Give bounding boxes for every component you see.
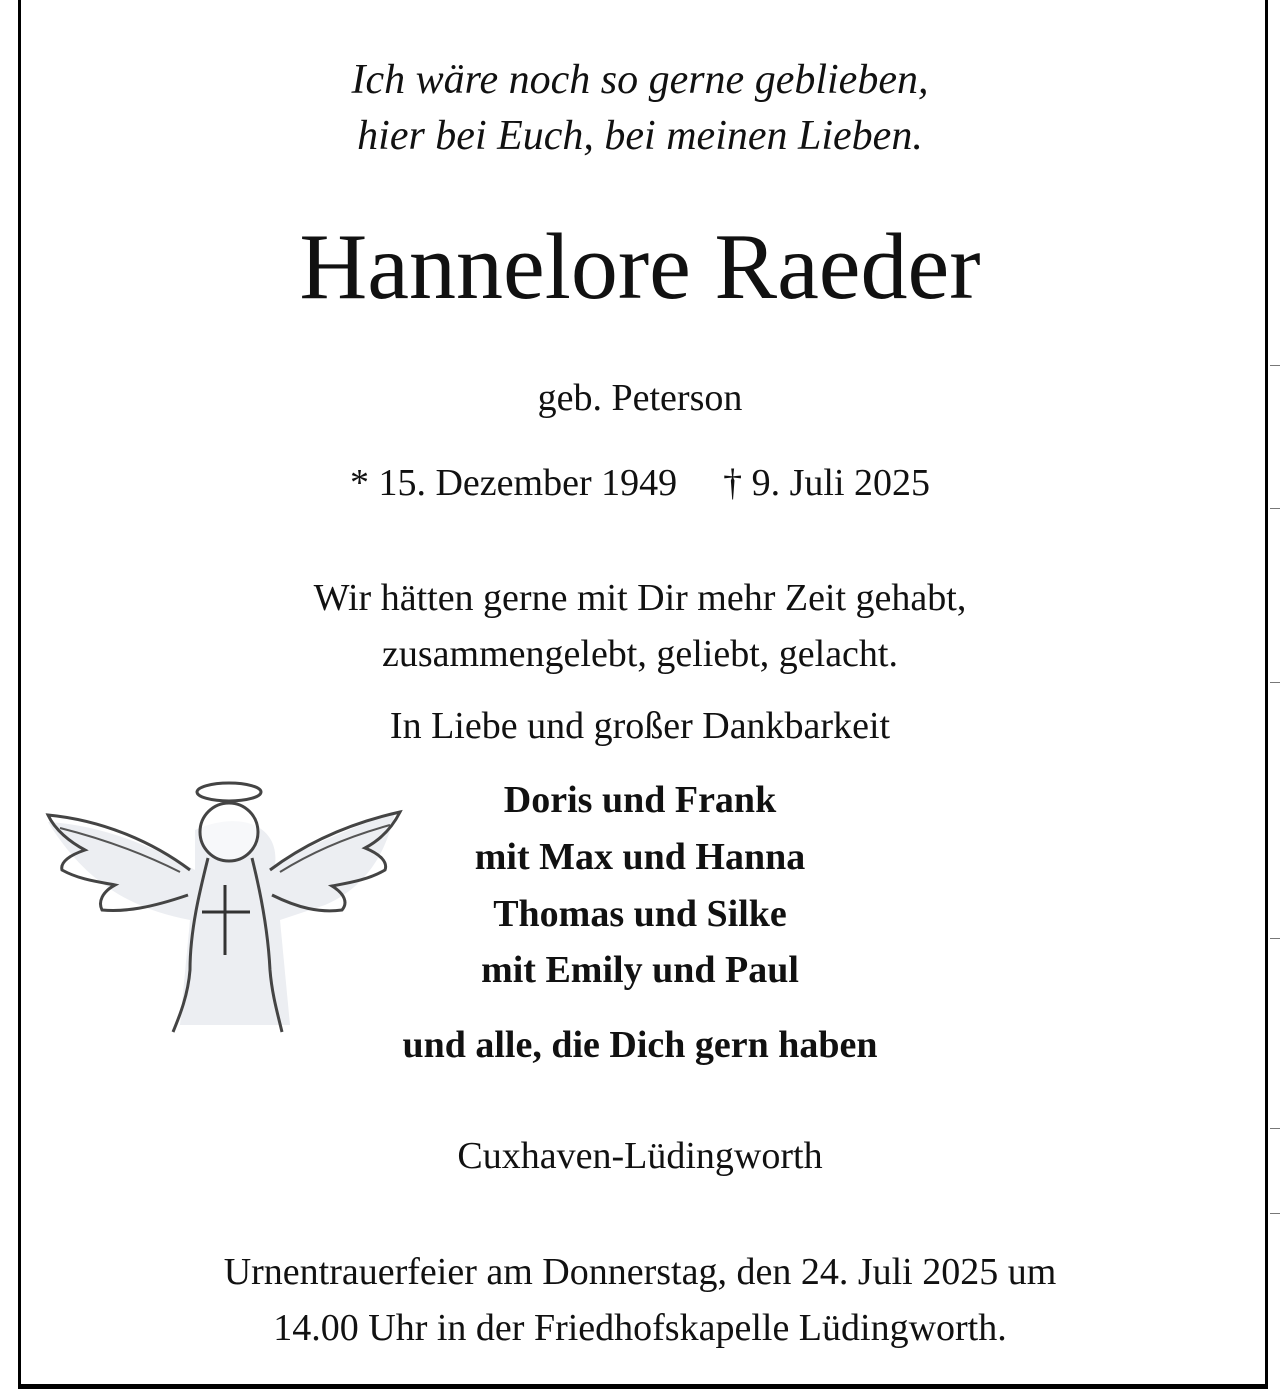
poem-line-2: hier bei Euch, bei meinen Lieben. — [357, 113, 923, 159]
edge-tick — [1270, 508, 1280, 509]
edge-tick — [1270, 682, 1280, 683]
edge-tick — [1270, 1213, 1280, 1214]
mourner-line: mit Max und Hanna — [474, 836, 806, 878]
life-dates — [0, 459, 1280, 507]
edge-tick — [1270, 1128, 1280, 1129]
mourner-line: Doris und Frank — [503, 779, 777, 821]
message-line-2: zusammengelebt, geliebt, gelacht. — [382, 633, 898, 675]
deceased-name: Hannelore Raeder — [299, 215, 981, 319]
obituary-frame — [18, 0, 1268, 1389]
mourner-line: Thomas und Silke — [493, 893, 787, 935]
poem-line-1: Ich wäre noch so gerne geblieben, — [351, 57, 929, 103]
birth-date: * 15. Dezember 1949 — [349, 462, 678, 504]
maiden-name: geb. Peterson — [537, 377, 743, 419]
place-name: Cuxhaven-Lüdingworth — [457, 1135, 823, 1177]
mourner-line: mit Emily und Paul — [481, 949, 799, 991]
ceremony-line-2: 14.00 Uhr in der Friedhofskapelle Lüdingworth. — [273, 1307, 1007, 1349]
message-line-3: In Liebe und großer Dankbarkeit — [389, 705, 891, 747]
message-line-1: Wir hätten gerne mit Dir mehr Zeit gehabt, — [313, 577, 967, 619]
edge-tick — [1270, 365, 1280, 366]
ceremony-line-1: Urnentrauerfeier am Donnerstag, den 24. Juli 2025 um — [223, 1251, 1057, 1293]
death-date: † 9. Juli 2025 — [723, 462, 931, 504]
mourners-closing: und alle, die Dich gern haben — [402, 1024, 878, 1066]
